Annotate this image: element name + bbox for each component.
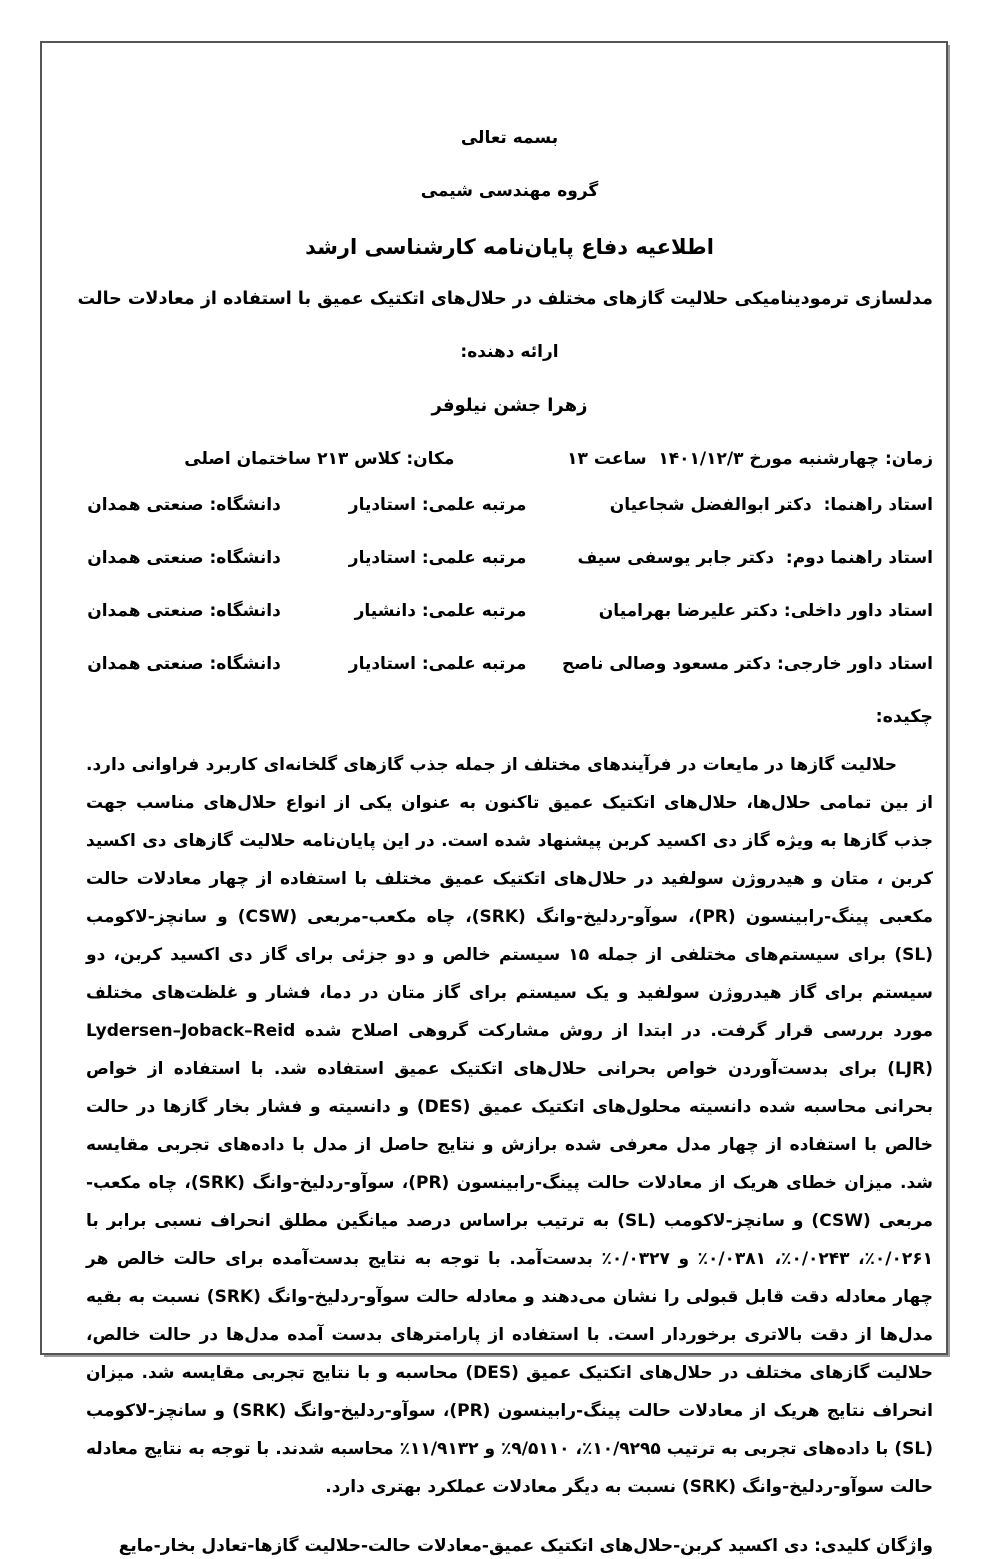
committee-row-second-supervisor xyxy=(86,545,933,571)
thesis-title: مدلسازی ترمودینامیکی حلالیت گازهای مختلف در حلال‌های اتکتیک عمیق با استفاده از معادلات حالت xyxy=(77,289,933,309)
committee-rank: مرتبه علمی: دانشیار xyxy=(354,601,527,621)
session-location: مکان: کلاس ۲۱۳ ساختمان اصلی xyxy=(184,449,455,469)
committee-rank: مرتبه علمی: استادیار xyxy=(348,654,527,674)
bismillah-line: بسمه تعالی xyxy=(460,128,559,148)
presenter-name: زهرا جشن نیلوفر xyxy=(431,395,588,416)
committee-university: دانشگاه: صنعتی همدان xyxy=(87,548,281,568)
committee-university: دانشگاه: صنعتی همدان xyxy=(87,654,281,674)
session-row xyxy=(86,446,933,472)
keywords-line: واژگان کلیدی: دی اکسید کربن-حلال‌های اتکتیک عمیق-معادلات حالت-حلالیت گازها-تعادل بخار-مایع xyxy=(118,1536,933,1556)
session-time: زمان: چهارشنبه مورخ ۱۴۰۱/۱۲/۳ ساعت ۱۳ xyxy=(567,449,933,469)
committee-rank: مرتبه علمی: استادیار xyxy=(348,548,527,568)
committee-role: استاد داور خارجی: دکتر مسعود وصالی ناصح xyxy=(561,654,933,674)
committee-role: استاد راهنما: دکتر ابوالفضل شجاعیان xyxy=(609,495,933,515)
committee-role: استاد راهنما دوم: دکتر جابر یوسفی سیف xyxy=(577,548,933,568)
committee-university: دانشگاه: صنعتی همدان xyxy=(87,601,281,621)
abstract-paragraph: حلالیت گازها در مایعات در فرآیندهای مختلف از جمله جذب گازهای گلخانه‌ای کاربرد فراوانی دارد. از بین تمامی حلال‌ها، حلال‌های اتکتیک عمیق تاکنون به عنوان یکی از انواع حلال‌های مناسب جهت جذب گازها به ویژه گاز دی اکسید کربن پیشنهاد شده است. در این پایان‌نامه حلالیت گازهای دی اکسید کربن ، متان و هیدروژن سولفید در حلال‌های اتکتیک عمیق مختلف با استفاده از چهار معادلات حالت مکعبی پینگ-رابینسون (PR)، سوآو-ردلیخ-وانگ (SRK)، چاه مکعب-مربعی (CSW) و سانچز-لاکومب (SL) برای سیستم‌های مختلفی از جمله ۱۵ سیستم خالص و دو جزئی برای گاز دی اکسید کربن، دو سیستم برای گاز هیدروژن سولفید و یک سیستم برای گاز متان در دما، فشار و غلظت‌های مختلف مورد بررسی قرار گرفت. در ابتدا از روش مشارکت گروهی اصلاح شده Lydersen–Joback–Reid (LJR) برای بدست‌آوردن خواص بحرانی حلال‌های اتکتیک عمیق استفاده شد. با استفاده از خواص بحرانی محاسبه شده دانسیته محلول‌های اتکتیک عمیق (DES) و دانسیته و فشار بخار گازها در حالت خالص با استفاده از چهار مدل معرفی شده برازش و نتایج حاصل از مدل با داده‌های تجربی مقایسه شد. میزان خطای هریک از معادلات حالت پینگ-رابینسون (PR)، سوآو-ردلیخ-وانگ (SRK)، چاه مکعب-مربعی (CSW) و سانچز-لاکومب (SL) به ترتیب براساس درصد میانگین مطلق انحراف نسبی برابر با ۰/۰۲۶۱٪، ۰/۰۲۴۳٪، ۰/۰۳۸۱٪ و ۰/۰۳۲۷٪ بدست‌آمد. با توجه به نتایج بدست‌آمده برای حالت خالص هر چهار معادله دقت قابل قبولی را نشان می‌دهند و معادله حالت سوآو-ردلیخ-وانگ (SRK) نسبت به بقیه مدل‌ها از دقت بالاتری برخوردار است. با استفاده از پارامترهای بدست آمده مدل‌ها در حالت خالص، حلالیت گازهای مختلف در حلال‌های اتکتیک عمیق (DES) محاسبه و با نتایج تجربی مقایسه شد. میزان انحراف نتایج هریک از معادلات حالت پینگ-رابینسون (PR)، سوآو-ردلیخ-وانگ (SRK) و سانچز-لاکومب (SL) با داده‌های تجربی به ترتیب ۱۰/۹۲۹۵٪، ۹/۵۱۱۰٪ و ۱۱/۹۱۳۲٪ محاسبه شدند. با توجه به نتایج معادله حالت سوآو-ردلیخ-وانگ (SRK) نسبت به دیگر معادلات عملکرد بهتری دارد. xyxy=(86,755,934,1497)
department-line: گروه مهندسی شیمی xyxy=(420,181,599,201)
committee-rank: مرتبه علمی: استادیار xyxy=(348,495,527,515)
document-content xyxy=(77,0,934,1559)
announcement-title: اطلاعیه دفاع پایان‌نامه کارشناسی ارشد xyxy=(305,235,714,259)
committee-row-external-examiner xyxy=(86,651,933,677)
committee-university: دانشگاه: صنعتی همدان xyxy=(87,495,281,515)
committee-row-supervisor xyxy=(86,492,933,518)
committee-row-internal-examiner xyxy=(86,598,933,624)
presenter-label: ارائه دهنده: xyxy=(460,342,559,362)
abstract-label: چکیده: xyxy=(875,707,933,727)
committee-role: استاد داور داخلی: دکتر علیرضا بهرامیان xyxy=(598,601,933,621)
